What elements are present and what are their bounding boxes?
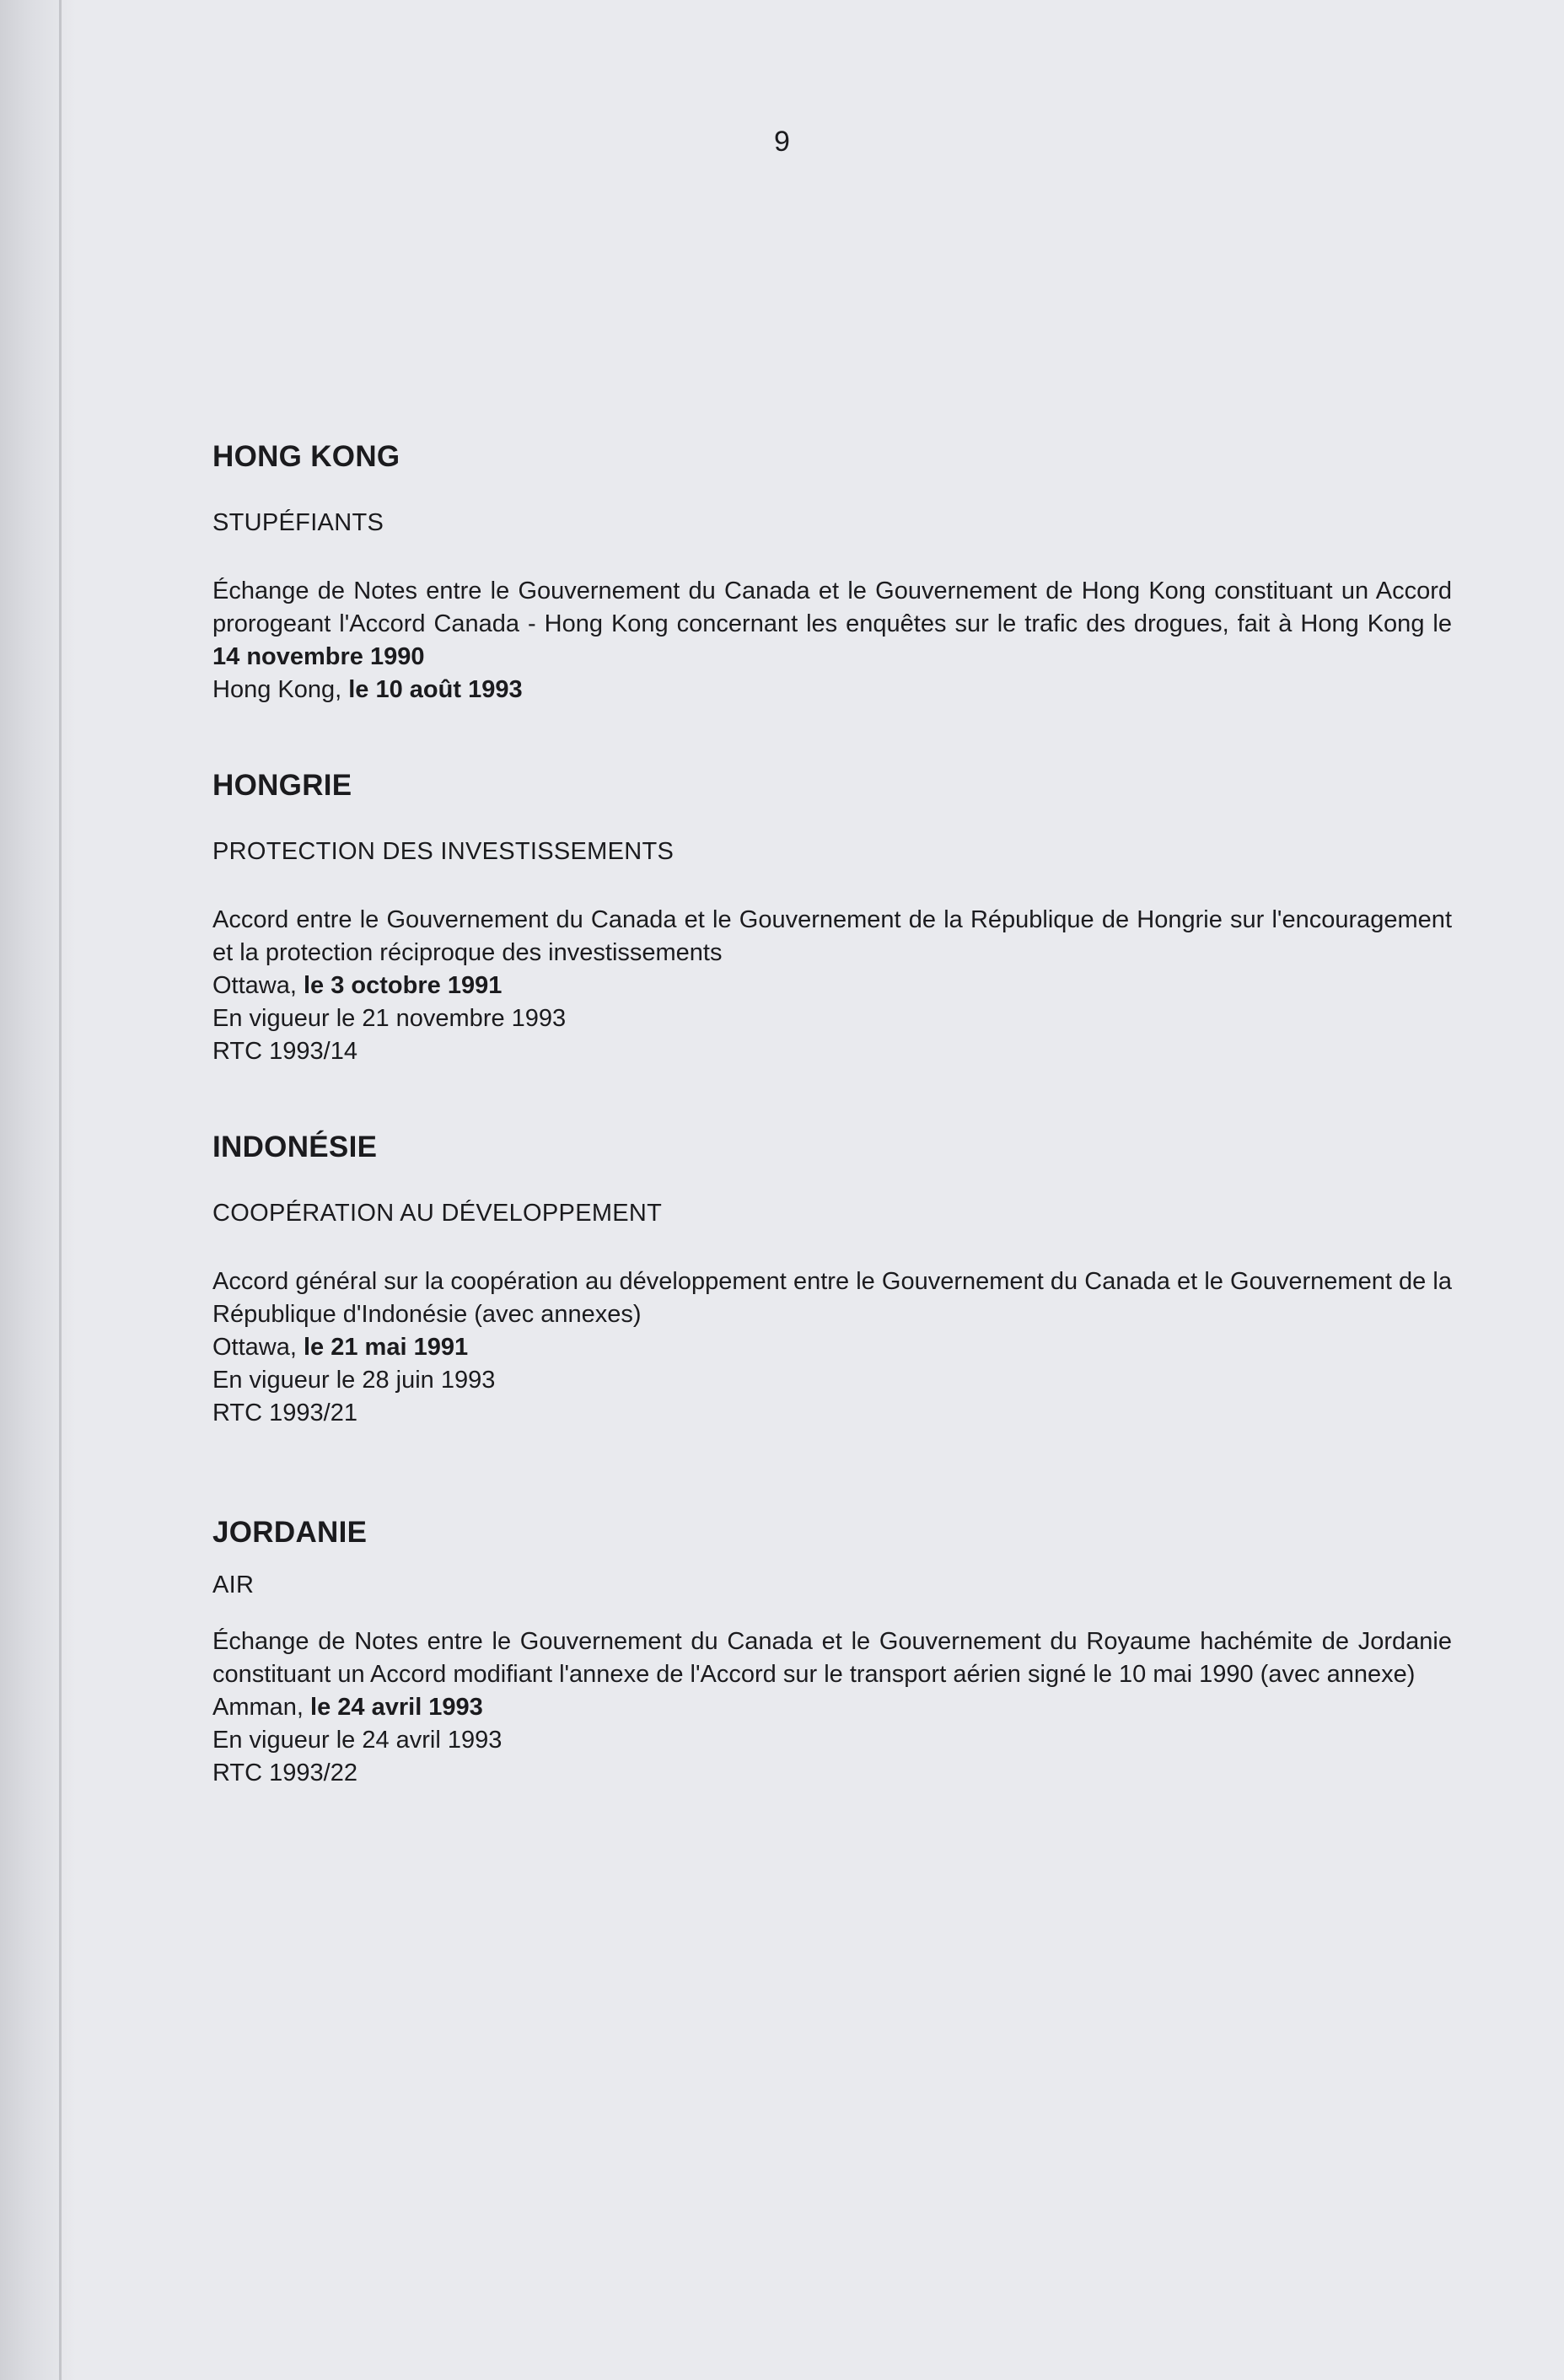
signing-place: Hong Kong, — [212, 676, 349, 703]
page-edge — [59, 0, 62, 2380]
in-force-line: En vigueur le 21 novembre 1993 — [212, 1005, 567, 1032]
description-text: Accord entre le Gouvernement du Canada et le Gouvernement de la République de Hongrie sur l'encouragement et la protection réciproque des investissements — [212, 906, 1452, 966]
treaty-reference: RTC 1993/22 — [212, 1759, 357, 1786]
subject-heading: AIR — [212, 1571, 255, 1598]
treaty-description — [212, 1265, 1452, 1331]
signing-date: le 10 août 1993 — [348, 676, 523, 703]
signing-place: Ottawa, — [212, 972, 304, 999]
signing-line — [212, 1331, 1452, 1364]
signing-line — [212, 1691, 1452, 1724]
subject-heading: STUPÉFIANTS — [212, 509, 384, 536]
signing-date: le 21 mai 1991 — [304, 1334, 469, 1361]
in-force-line: En vigueur le 28 juin 1993 — [212, 1367, 496, 1394]
page-binding-shadow — [0, 0, 76, 2380]
signing-line — [212, 970, 1452, 1002]
signing-line — [212, 674, 1452, 706]
country-heading: INDONÉSIE — [212, 1131, 378, 1163]
section-indonesie — [212, 1129, 1452, 1430]
treaty-list — [212, 438, 1452, 1790]
signing-place: Amman, — [212, 1694, 311, 1721]
description-text: Échange de Notes entre le Gouvernement du Canada et le Gouvernement du Royaume hachémite de Jordanie constituant un Accord modifiant l'annexe de l'Accord sur le transport aérien signé le 10 mai 1990 (avec annexe) — [212, 1628, 1452, 1688]
subject-heading: COOPÉRATION AU DÉVELOPPEMENT — [212, 1200, 663, 1227]
treaty-reference: RTC 1993/21 — [212, 1400, 357, 1426]
section-hong-kong — [212, 438, 1452, 706]
signing-date: le 24 avril 1993 — [310, 1694, 483, 1721]
signing-date: le 3 octobre 1991 — [304, 972, 503, 999]
treaty-description — [212, 904, 1452, 970]
section-jordanie — [212, 1514, 1452, 1790]
country-heading: HONGRIE — [212, 769, 352, 802]
country-heading: JORDANIE — [212, 1516, 368, 1549]
subject-heading: PROTECTION DES INVESTISSEMENTS — [212, 838, 675, 865]
treaty-reference: RTC 1993/14 — [212, 1038, 357, 1065]
description-text: Échange de Notes entre le Gouvernement du Canada et le Gouvernement de Hong Kong constituant un Accord prorogeant l'Accord Canada - Hong Kong concernant les enquêtes sur le trafic des drogues, fait à Hong Kong le — [212, 578, 1452, 637]
treaty-description — [212, 575, 1452, 674]
section-hongrie — [212, 767, 1452, 1068]
in-force-line: En vigueur le 24 avril 1993 — [212, 1727, 503, 1754]
description-date: 14 novembre 1990 — [212, 643, 425, 670]
country-heading: HONG KONG — [212, 440, 400, 473]
description-text: Accord général sur la coopération au développement entre le Gouvernement du Canada et le Gouvernement de la République d'Indonésie (avec annexes) — [212, 1268, 1452, 1328]
treaty-description — [212, 1625, 1452, 1691]
signing-place: Ottawa, — [212, 1334, 304, 1361]
page-number: 9 — [774, 126, 790, 158]
